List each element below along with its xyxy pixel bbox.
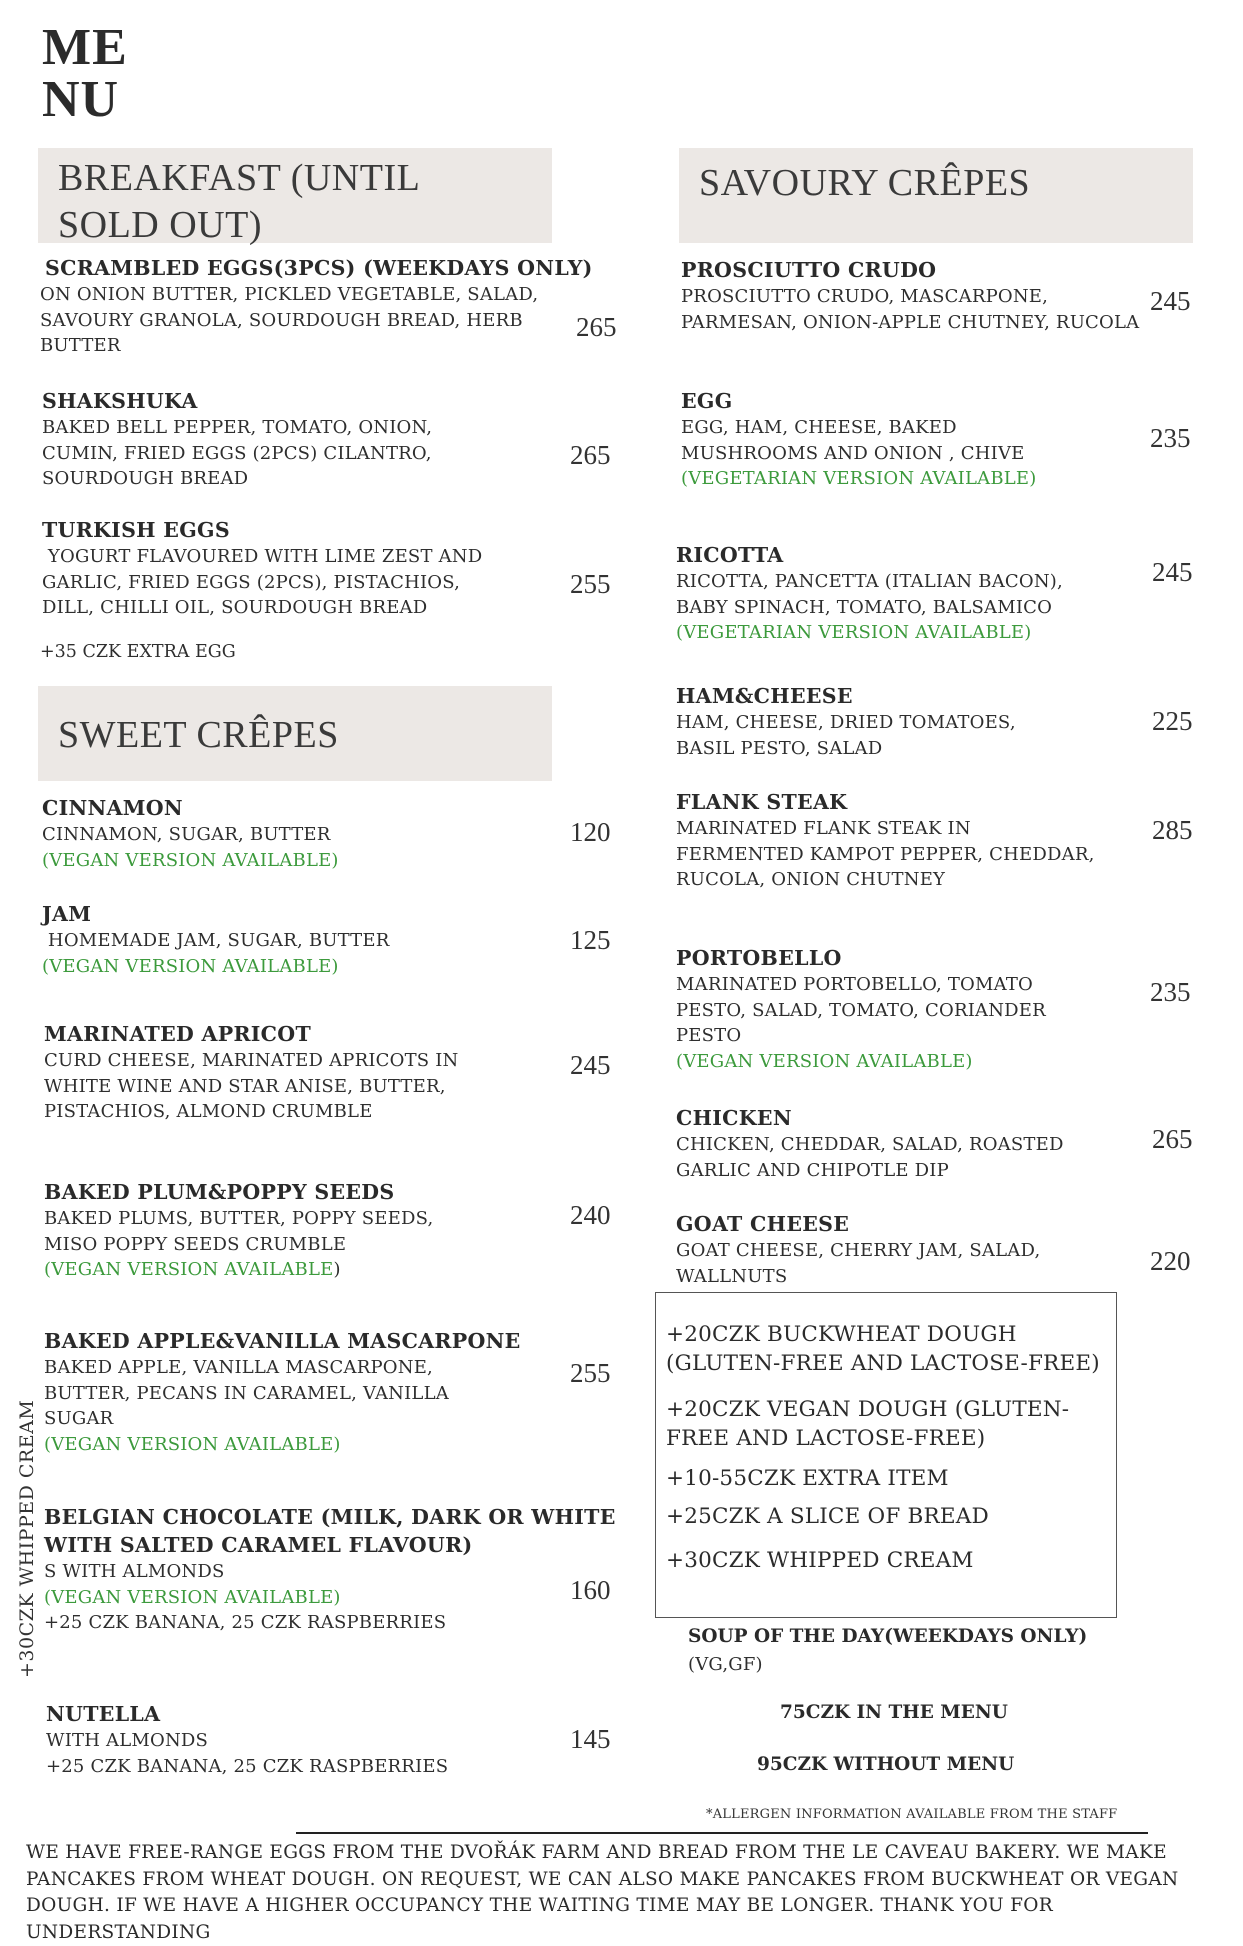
footer-text: WE HAVE FREE-RANGE EGGS FROM THE DVOŘÁK FARM AND BREAD FROM THE LE CAVEAU BAKERY. WE MAKE PANCAKES FROM WHEAT DOUGH. ON REQUEST, WE CAN ALSO MAKE PANCAKES FROM BUCKWHEAT OR VEGAN DOUGH. IF WE HAVE A HIGHER OCCUPANCY THE WAITING TIME MAY BE LONGER. THANK YOU FOR UNDERSTANDING <box>26 1842 1179 1943</box>
item-description: MARINATED FLANK STEAK IN FERMENTED KAMPOT PEPPER, CHEDDAR, RUCOLA, ONION CHUTNEY <box>676 818 1095 891</box>
item-description: CHICKEN, CHEDDAR, SALAD, ROASTED GARLIC AND CHIPOTLE DIP <box>676 1134 1064 1181</box>
extra-option: +30CZK WHIPPED CREAM <box>666 1548 974 1573</box>
menu-item <box>44 1505 616 1636</box>
item-name: SCRAMBLED EGGS(3PCS) (WEEKDAYS ONLY) <box>45 256 593 280</box>
vegan-note: (VEGAN VERSION AVAILABLE) <box>42 849 339 871</box>
item-name: TURKISH EGGS <box>42 518 230 542</box>
item-description: S WITH ALMONDS <box>44 1561 225 1582</box>
menu-item <box>676 790 1136 893</box>
item-description: RICOTTA, PANCETTA (ITALIAN BACON), BABY SPINACH, TOMATO, BALSAMICO <box>676 571 1063 618</box>
extra-egg-note: +35 CZK EXTRA EGG <box>40 642 236 662</box>
soup-price-without-menu: 95CZK WITHOUT MENU <box>757 1754 1015 1775</box>
menu-item <box>681 258 1161 335</box>
menu-item <box>44 1180 524 1283</box>
item-description: BAKED APPLE, VANILLA MASCARPONE, BUTTER, PECANS IN CARAMEL, VANILLA SUGAR <box>44 1357 449 1430</box>
item-price: 235 <box>1150 977 1191 1007</box>
whipped-cream-side-note: +30CZK WHIPPED CREAM <box>16 1399 38 1678</box>
menu-item <box>676 1212 1136 1289</box>
item-price: 220 <box>1150 1246 1191 1276</box>
vegan-note: (VEGAN VERSION AVAILABLE) <box>676 1050 973 1072</box>
item-name: SHAKSHUKA <box>42 389 198 413</box>
item-name: MARINATED APRICOT <box>44 1022 312 1046</box>
item-price: 120 <box>570 817 611 847</box>
breakfast-header: BREAKFAST (UNTIL SOLD OUT) <box>58 157 419 246</box>
item-description: HAM, CHEESE, DRIED TOMATOES, BASIL PESTO, SALAD <box>676 712 1016 759</box>
item-description: CURD CHEESE, MARINATED APRICOTS IN WHITE WINE AND STAR ANISE, BUTTER, PISTACHIOS, ALMOND CRUMBLE <box>44 1050 459 1123</box>
item-price: 160 <box>570 1575 611 1605</box>
item-price: 235 <box>1150 423 1191 453</box>
item-name: WITH SALTED CARAMEL FLAVOUR) <box>44 1533 473 1557</box>
vegan-note: (VEGAN VERSION AVAILABLE) <box>42 955 339 977</box>
item-price: 255 <box>570 569 611 599</box>
item-price: 225 <box>1152 706 1193 736</box>
item-name: FLANK STEAK <box>676 790 848 814</box>
item-name: CHICKEN <box>676 1106 792 1130</box>
item-name: EGG <box>681 389 733 413</box>
item-description: MARINATED PORTOBELLO, TOMATO PESTO, SALAD, TOMATO, CORIANDER PESTO <box>676 974 1046 1047</box>
vegan-note: (VEGAN VERSION AVAILABLE <box>44 1259 334 1281</box>
menu-item <box>46 1702 546 1779</box>
item-price: 285 <box>1152 815 1193 845</box>
item-name: GOAT CHEESE <box>676 1212 850 1236</box>
item-description: HOMEMADE JAM, SUGAR, BUTTER <box>42 930 390 951</box>
savoury-header: SAVOURY CRÊPES <box>699 162 1031 204</box>
menu-item <box>42 518 522 621</box>
menu-item <box>681 389 1141 492</box>
item-price: 245 <box>1150 286 1191 316</box>
extra-option: +10-55CZK EXTRA ITEM <box>666 1466 949 1491</box>
item-price: 245 <box>1152 557 1193 587</box>
menu-item <box>676 946 1136 1074</box>
extras-list <box>666 1320 1106 1575</box>
vegan-note-tail: ) <box>333 1259 341 1281</box>
item-price: 125 <box>570 925 611 955</box>
item-description: EGG, HAM, CHEESE, BAKED MUSHROOMS AND ONION , CHIVE <box>681 417 1025 464</box>
item-description: BAKED PLUMS, BUTTER, POPPY SEEDS, MISO POPPY SEEDS CRUMBLE <box>44 1208 434 1255</box>
item-description: ON ONION BUTTER, PICKLED VEGETABLE, SALAD, SAVOURY GRANOLA, SOURDOUGH BREAD, HERB BUTTER <box>40 284 539 357</box>
item-price: 265 <box>570 440 611 470</box>
footer-divider <box>296 1832 1148 1834</box>
extra-option: +20CZK BUCKWHEAT DOUGH (GLUTEN-FREE AND LACTOSE-FREE) <box>666 1322 1100 1376</box>
item-description: GOAT CHEESE, CHERRY JAM, SALAD, WALLNUTS <box>676 1240 1041 1287</box>
vegan-note-line <box>44 1257 524 1283</box>
menu-item <box>676 684 1136 761</box>
item-price: 240 <box>570 1200 611 1230</box>
sweet-header: SWEET CRÊPES <box>58 714 339 756</box>
item-name: JAM <box>42 902 92 926</box>
item-name: NUTELLA <box>46 1702 161 1726</box>
soup-tags: (VG,GF) <box>688 1654 763 1675</box>
vegan-note: (VEGAN VERSION AVAILABLE) <box>44 1433 341 1455</box>
vegan-note: (VEGAN VERSION AVAILABLE) <box>44 1586 341 1608</box>
item-name: HAM&CHEESE <box>676 684 853 708</box>
extra-option: +25CZK A SLICE OF BREAD <box>666 1504 989 1529</box>
allergen-note: *ALLERGEN INFORMATION AVAILABLE FROM THE STAFF <box>706 1807 1118 1822</box>
item-description: CINNAMON, SUGAR, BUTTER <box>42 824 331 845</box>
item-name: PROSCIUTTO CRUDO <box>681 258 937 282</box>
item-name: BAKED PLUM&POPPY SEEDS <box>44 1180 395 1204</box>
menu-item <box>676 1106 1136 1183</box>
item-name: CINNAMON <box>42 796 183 820</box>
item-description: YOGURT FLAVOURED WITH LIME ZEST AND GARLIC, FRIED EGGS (2PCS), PISTACHIOS, DILL, CHILLI OIL, SOURDOUGH BREAD <box>42 546 489 619</box>
vegetarian-note: (VEGETARIAN VERSION AVAILABLE) <box>681 468 1037 490</box>
item-price: 255 <box>570 1358 611 1388</box>
item-description: BAKED BELL PEPPER, TOMATO, ONION, CUMIN, FRIED EGGS (2PCS) CILANTRO, SOURDOUGH BREAD <box>42 417 433 490</box>
menu-item <box>42 902 522 979</box>
menu-item <box>44 1022 524 1125</box>
menu-item <box>42 389 522 492</box>
soup-title: SOUP OF THE DAY(WEEKDAYS ONLY) <box>688 1626 1088 1647</box>
topping-note: +25 CZK BANANA, 25 CZK RASPBERRIES <box>46 1755 449 1777</box>
menu-item <box>676 543 1136 646</box>
item-name: BAKED APPLE&VANILLA MASCARPONE <box>44 1329 521 1353</box>
menu-item <box>40 256 593 359</box>
topping-note: +25 CZK BANANA, 25 CZK RASPBERRIES <box>44 1612 447 1634</box>
menu-title: ME NU <box>42 19 128 128</box>
item-price: 265 <box>1152 1124 1193 1154</box>
menu-item <box>42 796 522 873</box>
item-description: PROSCIUTTO CRUDO, MASCARPONE, PARMESAN, ONION-APPLE CHUTNEY, RUCOLA <box>681 286 1140 333</box>
item-price: 145 <box>570 1724 611 1754</box>
extra-option: +20CZK VEGAN DOUGH (GLUTEN-FREE AND LACTOSE-FREE) <box>666 1397 1070 1451</box>
item-price: 265 <box>576 312 617 342</box>
menu-item <box>44 1329 544 1457</box>
item-price: 245 <box>570 1050 611 1080</box>
soup-price-in-menu: 75CZK IN THE MENU <box>780 1702 1008 1723</box>
item-name: BELGIAN CHOCOLATE (MILK, DARK OR WHITE <box>44 1505 616 1529</box>
vegetarian-note: (VEGETARIAN VERSION AVAILABLE) <box>676 622 1032 644</box>
item-name: PORTOBELLO <box>676 946 842 970</box>
item-description: WITH ALMONDS <box>46 1730 209 1751</box>
item-name: RICOTTA <box>676 543 784 567</box>
